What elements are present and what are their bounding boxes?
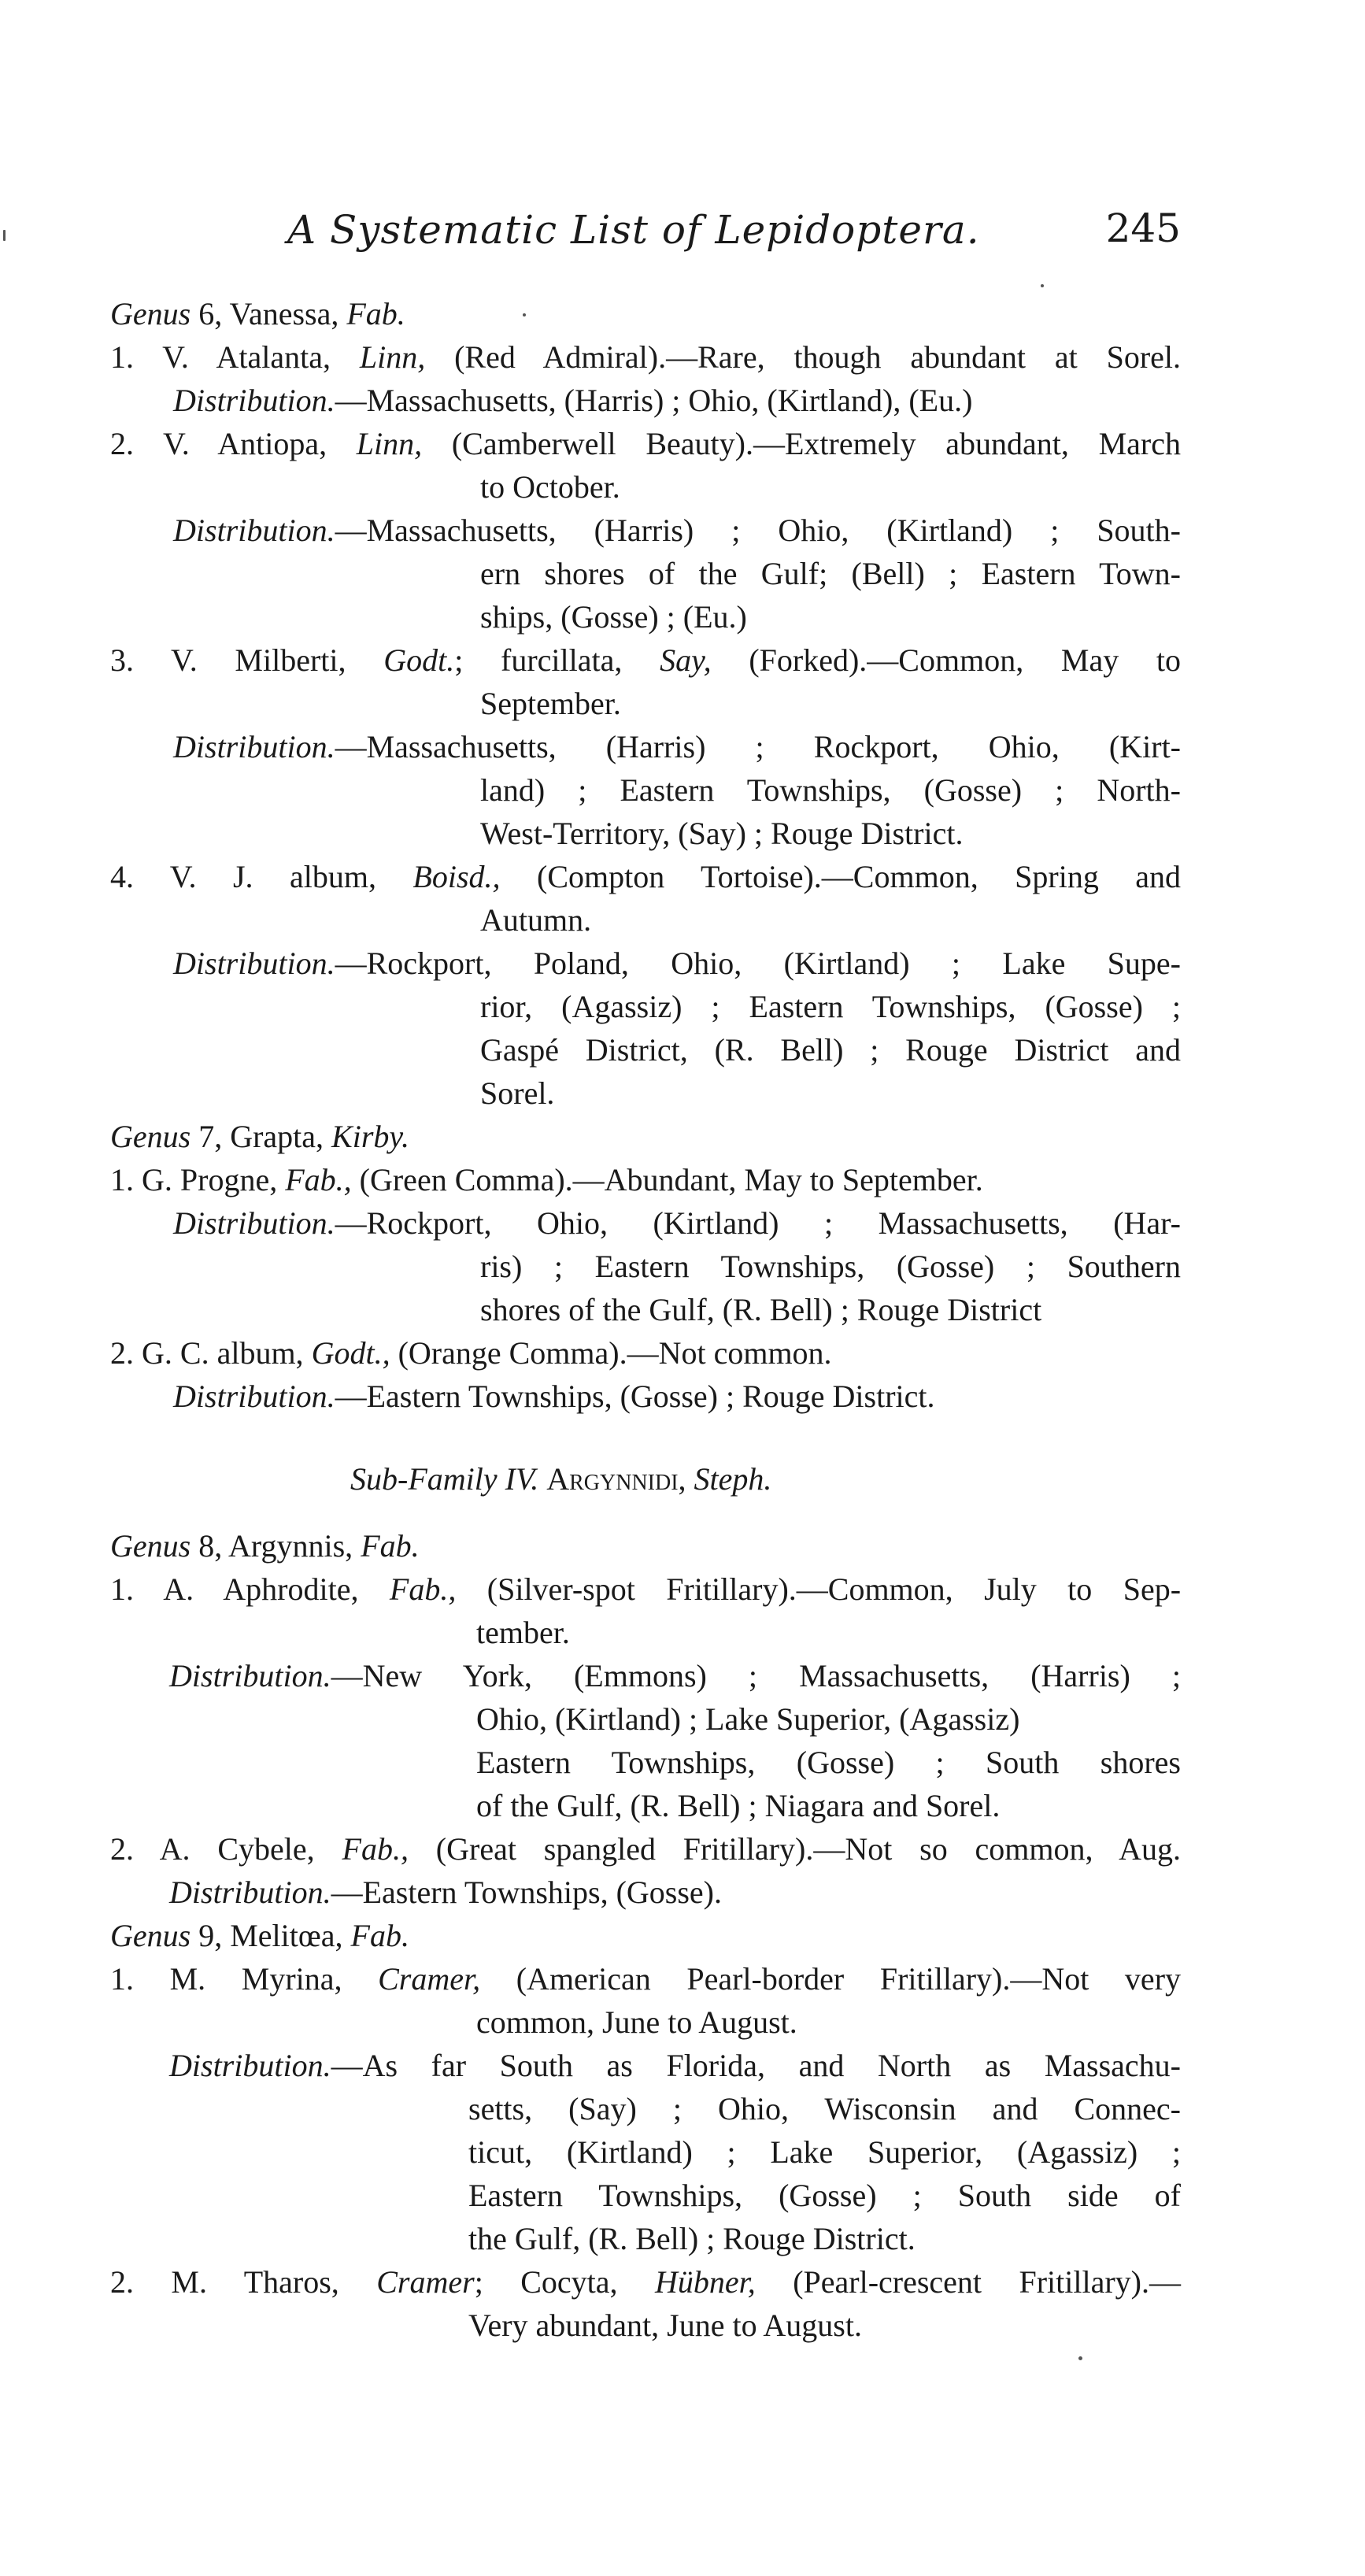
distribution-progne: Distribution.—Rockport, Ohio, (Kirtland) ; Massachusetts, (Har-	[173, 1205, 1181, 1241]
distribution-myrina-line5: the Gulf, (R. Bell) ; Rouge District.	[468, 2221, 916, 2256]
species-entry-progne: 1. G. Progne, Fab., (Green Comma).—Abundant, May to September.	[110, 1162, 983, 1197]
distribution-milberti-line3: West-Territory, (Say) ; Rouge District.	[480, 816, 964, 851]
distribution-aphrodite-line4: of the Gulf, (R. Bell) ; Niagara and Sorel.	[476, 1788, 1001, 1823]
page-body	[110, 0, 1181, 2576]
distribution-milberti-line2: land) ; Eastern Townships, (Gosse) ; North-	[480, 772, 1181, 808]
distribution-progne-line2: ris) ; Eastern Townships, (Gosse) ; Southern	[480, 1249, 1181, 1284]
distribution-j-album-line3: Gaspé District, (R. Bell) ; Rouge District and	[480, 1032, 1181, 1068]
distribution-myrina: Distribution.—As far South as Florida, and North as Massachu-	[169, 2048, 1181, 2083]
distribution-myrina-line2: setts, (Say) ; Ohio, Wisconsin and Connec-	[468, 2091, 1181, 2126]
species-entry-j-album-cont: Autumn.	[480, 902, 592, 938]
species-entry-cybele: 2. A. Cybele, Fab., (Great spangled Fritillary).—Not so common, Aug.	[110, 1831, 1182, 1867]
species-entry-aphrodite-cont: tember.	[476, 1615, 570, 1650]
running-title: A Systematic List of Lepidoptera.	[287, 207, 980, 253]
distribution-myrina-line3: ticut, (Kirtland) ; Lake Superior, (Agassiz) ;	[468, 2134, 1181, 2170]
distribution-progne-line3: shores of the Gulf, (R. Bell) ; Rouge District	[480, 1292, 1042, 1327]
genus-heading-grapta: Genus 7, Grapta, Kirby.	[110, 1119, 409, 1154]
distribution-c-album: Distribution.—Eastern Townships, (Gosse) ; Rouge District.	[173, 1379, 935, 1414]
genus-heading-argynnis: Genus 8, Argynnis, Fab.	[110, 1528, 420, 1564]
distribution-antiopa: Distribution.—Massachusetts, (Harris) ; Ohio, (Kirtland) ; South-	[173, 513, 1181, 548]
distribution-j-album-line2: rior, (Agassiz) ; Eastern Townships, (Gosse) ;	[480, 989, 1181, 1024]
distribution-aphrodite-line2: Ohio, (Kirtland) ; Lake Superior, (Agassiz)	[476, 1701, 1020, 1737]
distribution-j-album-line4: Sorel.	[480, 1075, 555, 1111]
species-entry-atalanta: 1. V. Atalanta, Linn, (Red Admiral).—Rare, though abundant at Sorel.	[110, 339, 1182, 375]
distribution-cybele: Distribution.—Eastern Townships, (Gosse).	[169, 1875, 722, 1910]
species-entry-myrina-cont: common, June to August.	[476, 2004, 797, 2040]
species-entry-antiopa: 2. V. Antiopa, Linn, (Camberwell Beauty).—Extremely abundant, March	[110, 426, 1182, 461]
species-entry-milberti: 3. V. Milberti, Godt.; furcillata, Say, (Forked).—Common, May to	[110, 642, 1182, 678]
scan-speck	[1041, 284, 1044, 287]
species-entry-tharos: 2. M. Tharos, Cramer; Cocyta, Hübner, (Pearl-crescent Fritillary).—	[110, 2264, 1182, 2300]
distribution-myrina-line4: Eastern Townships, (Gosse) ; South side of	[468, 2178, 1181, 2213]
subfamily-heading: Sub-Family IV. Argynnidi, Steph.	[350, 1461, 772, 1497]
distribution-atalanta: Distribution.—Massachusetts, (Harris) ; Ohio, (Kirtland), (Eu.)	[173, 383, 973, 418]
species-entry-antiopa-cont: to October.	[480, 469, 620, 505]
distribution-j-album: Distribution.—Rockport, Poland, Ohio, (Kirtland) ; Lake Supe-	[173, 946, 1181, 981]
distribution-antiopa-line3: ships, (Gosse) ; (Eu.)	[480, 599, 747, 635]
species-entry-j-album: 4. V. J. album, Boisd., (Compton Tortoise).—Common, Spring and	[110, 859, 1182, 894]
genus-heading-melitoea: Genus 9, Melitœa, Fab.	[110, 1918, 409, 1953]
species-entry-milberti-cont: September.	[480, 686, 621, 721]
distribution-aphrodite-line3: Eastern Townships, (Gosse) ; South shores	[476, 1745, 1181, 1780]
distribution-milberti: Distribution.—Massachusetts, (Harris) ; Rockport, Ohio, (Kirt-	[173, 729, 1181, 764]
scan-speck	[523, 313, 526, 316]
scan-speck	[3, 230, 6, 241]
page-number: 245	[1105, 205, 1181, 251]
scan-speck	[1078, 2356, 1082, 2360]
species-entry-c-album: 2. G. C. album, Godt., (Orange Comma).—Not common.	[110, 1335, 832, 1371]
distribution-antiopa-line2: ern shores of the Gulf; (Bell) ; Eastern Town-	[480, 556, 1181, 591]
species-entry-aphrodite: 1. A. Aphrodite, Fab., (Silver-spot Fritillary).—Common, July to Sep-	[110, 1571, 1182, 1607]
genus-heading-vanessa: Genus 6, Vanessa, Fab.	[110, 296, 405, 331]
species-entry-tharos-cont: Very abundant, June to August.	[468, 2308, 862, 2343]
species-entry-myrina: 1. M. Myrina, Cramer, (American Pearl-border Fritillary).—Not very	[110, 1961, 1182, 1997]
distribution-aphrodite: Distribution.—New York, (Emmons) ; Massachusetts, (Harris) ;	[169, 1658, 1181, 1693]
